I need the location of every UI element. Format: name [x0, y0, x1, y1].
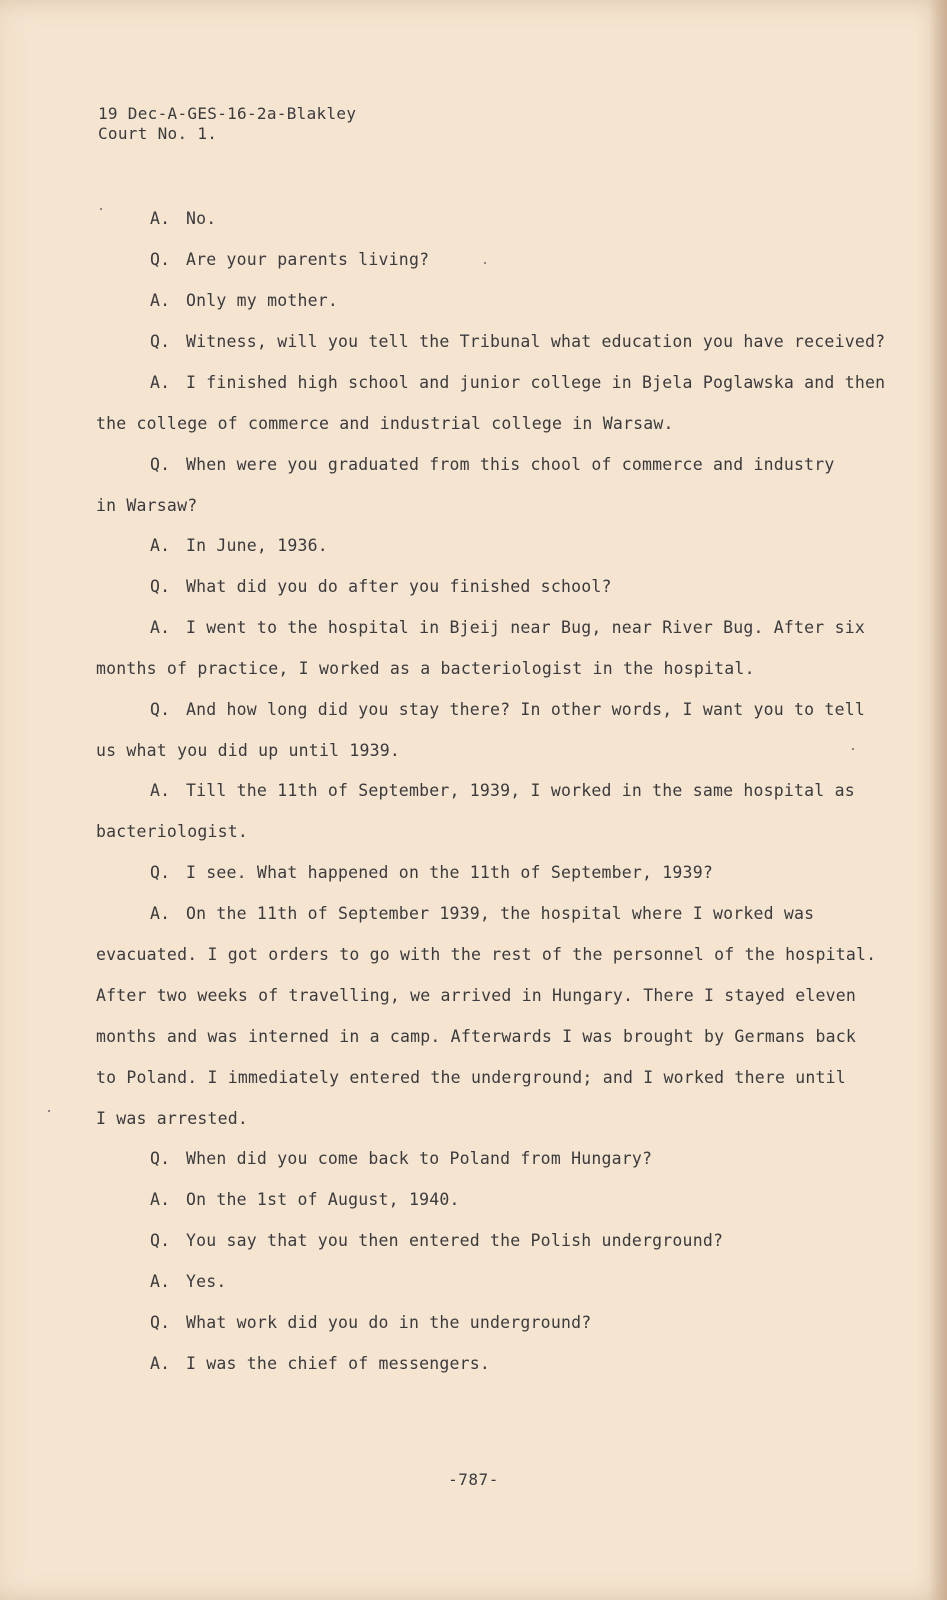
testimony-answer [96, 893, 896, 1139]
testimony-text: You say that you then entered the Polish underground? [186, 1231, 724, 1250]
speaker-label: A. [150, 1354, 171, 1373]
court-number: Court No. 1. [98, 124, 218, 143]
testimony-answer [96, 198, 896, 239]
testimony-question [96, 1138, 896, 1179]
docket-reference: 19 Dec-A-GES-16-2a-Blakley [98, 104, 357, 123]
paper-speck [100, 208, 102, 210]
testimony-text: No. [186, 209, 217, 228]
document-header [98, 104, 356, 144]
page-number: -787- [448, 1470, 499, 1489]
paper-speck [48, 1110, 50, 1112]
testimony-continuation: After two weeks of travelling, we arrived in Hungary. There I stayed eleven [96, 986, 857, 1005]
speaker-label: Q. [150, 332, 171, 351]
speaker-label: A. [150, 1272, 171, 1291]
testimony-continuation: the college of commerce and industrial college in Warsaw. [96, 414, 674, 433]
testimony-answer [96, 1343, 896, 1384]
testimony-text: I was the chief of messengers. [186, 1354, 491, 1373]
testimony-text: Till the 11th of September, 1939, I worked in the same hospital as [186, 781, 855, 800]
speaker-label: A. [150, 209, 171, 228]
testimony-question [96, 566, 896, 607]
testimony-text: Witness, will you tell the Tribunal what education you have received? [186, 332, 886, 351]
testimony-question [96, 239, 896, 280]
paper-speck [852, 748, 854, 750]
testimony-question [96, 321, 896, 362]
testimony-question [96, 1220, 896, 1261]
testimony-continuation: in Warsaw? [96, 496, 198, 515]
testimony-answer [96, 280, 896, 321]
testimony-text: What did you do after you finished school? [186, 577, 612, 596]
speaker-label: Q. [150, 700, 171, 719]
testimony-continuation: months of practice, I worked as a bacteriologist in the hospital. [96, 659, 755, 678]
testimony-answer [96, 525, 896, 566]
testimony-text: I went to the hospital in Bjeij near Bug, near River Bug. After six [186, 618, 865, 637]
speaker-label: Q. [150, 1231, 171, 1250]
testimony-continuation: bacteriologist. [96, 822, 249, 841]
paper-speck [484, 262, 486, 264]
testimony-text: When did you come back to Poland from Hungary? [186, 1149, 653, 1168]
testimony-question [96, 1302, 896, 1343]
speaker-label: A. [150, 904, 171, 923]
speaker-label: A. [150, 291, 171, 310]
speaker-label: Q. [150, 1149, 171, 1168]
testimony-continuation: I was arrested. [96, 1109, 249, 1128]
testimony-question [96, 852, 896, 893]
testimony-answer [96, 607, 896, 689]
testimony-text: Only my mother. [186, 291, 339, 310]
testimony-text: I see. What happened on the 11th of September, 1939? [186, 863, 713, 882]
testimony-continuation: us what you did up until 1939. [96, 741, 401, 760]
testimony-text: And how long did you stay there? In other words, I want you to tell [186, 700, 865, 719]
testimony-answer [96, 1261, 896, 1302]
testimony-answer [96, 1179, 896, 1220]
testimony-text: I finished high school and junior college in Bjela Poglawska and then [186, 373, 886, 392]
testimony-text: Are your parents living? [186, 250, 430, 269]
speaker-label: Q. [150, 455, 171, 474]
speaker-label: A. [150, 618, 171, 637]
testimony-answer [96, 770, 896, 852]
speaker-label: A. [150, 536, 171, 555]
page-edge-shadow [929, 0, 947, 1600]
testimony-continuation: to Poland. I immediately entered the underground; and I worked there until [96, 1068, 846, 1087]
testimony-question [96, 444, 896, 526]
testimony-continuation: months and was interned in a camp. Afterwards I was brought by Germans back [96, 1027, 857, 1046]
speaker-label: Q. [150, 577, 171, 596]
testimony-text: In June, 1936. [186, 536, 328, 555]
testimony-text: On the 1st of August, 1940. [186, 1190, 460, 1209]
testimony-text: What work did you do in the underground? [186, 1313, 592, 1332]
testimony-answer [96, 362, 896, 444]
speaker-label: A. [150, 373, 171, 392]
speaker-label: Q. [150, 1313, 171, 1332]
testimony-continuation: evacuated. I got orders to go with the rest of the personnel of the hospital. [96, 945, 877, 964]
testimony-text: On the 11th of September 1939, the hospital where I worked was [186, 904, 815, 923]
testimony-text: When were you graduated from this chool of commerce and industry [186, 455, 835, 474]
testimony-question [96, 689, 896, 771]
testimony-text: Yes. [186, 1272, 227, 1291]
speaker-label: Q. [150, 863, 171, 882]
speaker-label: Q. [150, 250, 171, 269]
speaker-label: A. [150, 1190, 171, 1209]
speaker-label: A. [150, 781, 171, 800]
